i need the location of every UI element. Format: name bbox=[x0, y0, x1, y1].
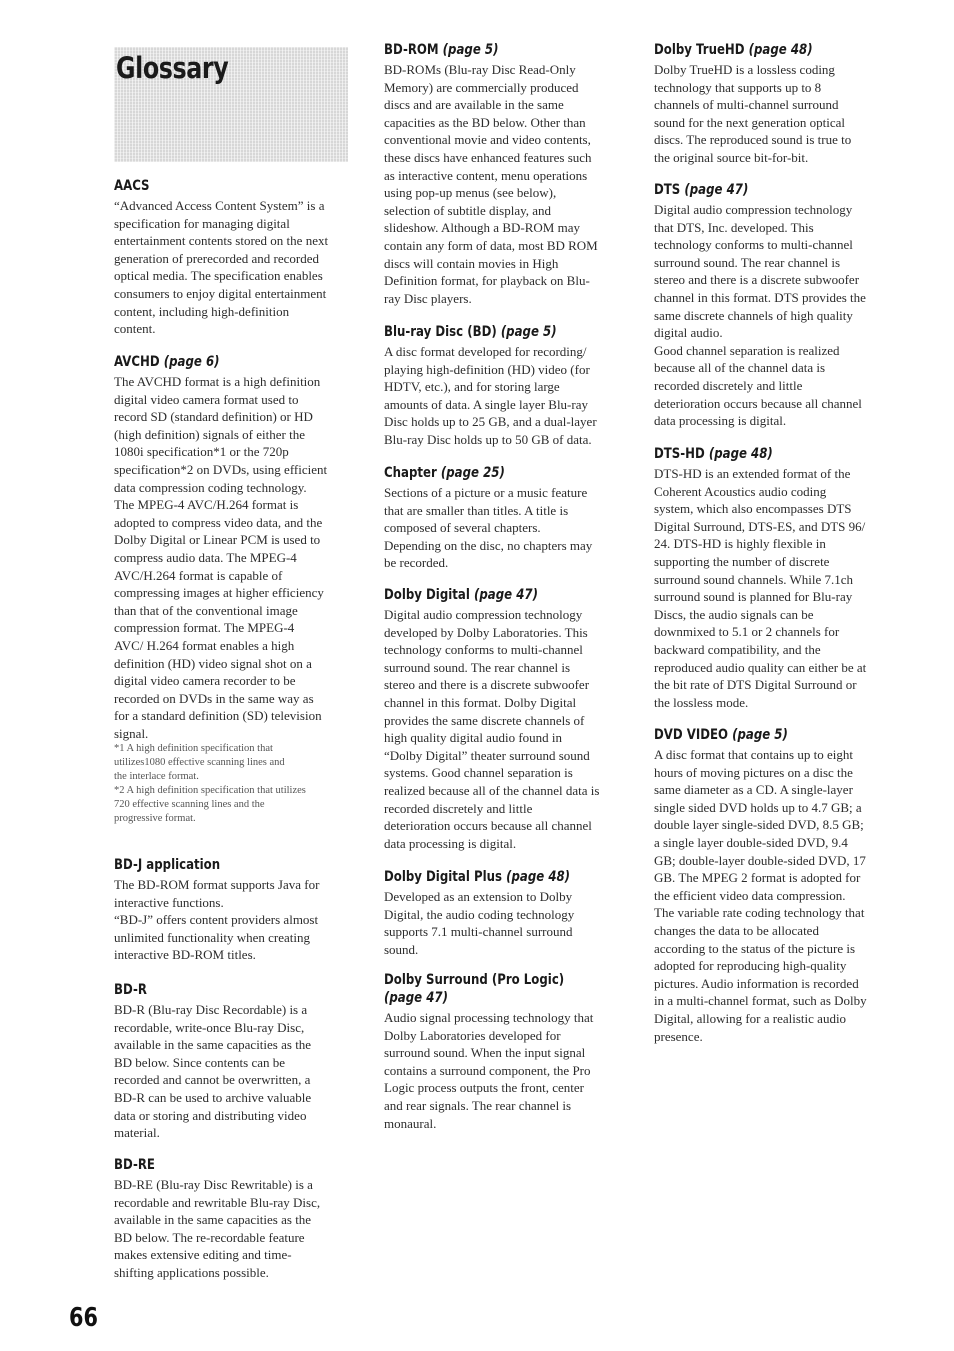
term-name: DTS-HD bbox=[654, 446, 705, 462]
glossary-entry-bdrom bbox=[384, 41, 618, 307]
term-heading bbox=[114, 353, 311, 371]
footnote-2: *2 A high definition specification that utilizes 720 effective scanning lines and the progressive format. bbox=[114, 785, 306, 825]
page-title: Glossary bbox=[116, 51, 229, 85]
term-heading bbox=[384, 323, 581, 341]
term-heading bbox=[384, 41, 581, 59]
term-name: Blu-ray Disc (BD) bbox=[384, 324, 497, 340]
term-heading bbox=[114, 981, 311, 999]
term-heading bbox=[384, 586, 581, 604]
page-reference: (page 48) bbox=[506, 869, 571, 885]
term-heading bbox=[654, 41, 851, 59]
term-name: Dolby Digital Plus bbox=[384, 869, 503, 885]
page-reference: (page 25) bbox=[440, 465, 505, 481]
term-heading bbox=[384, 464, 581, 482]
term-name: Dolby Digital bbox=[384, 587, 470, 603]
glossary-entry-bdre bbox=[114, 1156, 348, 1282]
term-definition: A disc format that contains up to eight hours of moving pictures on a disc the same diameter as a CD. A single-layer single sided DVD holds up to 4.7 GB; a double layer single-sided DVD, 8.5 GB; a single layer double-sided DVD, 9.4 GB; double-layer double-sided DVD, 17 GB. The MPEG 2 format is adopted for the efficient video data compression. The variable rate coding technology that changes the data to be allocated according to the status of the picture is adopted for reproducing high-quality pictures. Audio information is recorded in a multi-channel format, such as Dolby Digital, allowing for a realistic audio presence. bbox=[654, 747, 867, 1044]
term-name: BD-R bbox=[114, 982, 147, 998]
glossary-entry-bdj bbox=[114, 856, 348, 964]
term-definition: Developed as an extension to Dolby Digital, the audio coding technology supports 7.1 multi-channel surround sound. bbox=[384, 889, 575, 957]
term-name: DTS bbox=[654, 182, 681, 198]
page-reference: (page 5) bbox=[500, 324, 557, 340]
term-definition: BD-ROMs (Blu-ray Disc Read-Only Memory) are commercially produced discs and are available in the same capacities as the BD below. Other than conventional movie and video contents, these discs have enhanced features such as interactive content, menu operations using pop-up menus (see below), selection of subtitle display, and slideshow. Although a BD-ROM may contain any form of data, most BD ROM discs will contain movies in High Definition format, for playback on Blu- ray Disc players. bbox=[384, 62, 598, 306]
glossary-entry-dolby-surround bbox=[384, 971, 618, 1132]
glossary-entry-avchd bbox=[114, 353, 348, 826]
term-definition: “Advanced Access Content System” is a specification for managing digital entertainment contents stored on the next generation of prerecorded and recorded optical media. The specification enables consumers to enjoy digital entertainment content, including high-definition content. bbox=[114, 198, 329, 337]
page-reference: (page 5) bbox=[732, 727, 788, 743]
term-definition: Dolby TrueHD is a lossless coding technology that supports up to 8 channels of multi-channel surround sound for the next generation optical discs. The reproduced sound is true to the original source bit-for-bit. bbox=[654, 62, 852, 165]
glossary-entry-aacs bbox=[114, 177, 348, 338]
page-number: 66 bbox=[69, 1303, 98, 1333]
term-heading bbox=[654, 181, 851, 199]
term-name: Dolby Surround (Pro Logic) bbox=[384, 972, 565, 988]
glossary-entry-dolby-truehd bbox=[654, 41, 888, 167]
page-reference: (page 47) bbox=[473, 587, 538, 603]
term-name: AACS bbox=[114, 178, 150, 194]
term-name: DVD VIDEO bbox=[654, 727, 728, 743]
term-name: BD-J application bbox=[114, 857, 221, 873]
glossary-entry-dts-hd bbox=[654, 445, 888, 711]
term-definition: Digital audio compression technology developed by Dolby Laboratories. This technology conforms to multi-channel surround sound. The rear channel is stereo and there is a discrete subwoofer channel in this format. Dolby Digital provides the same discrete channels of high quality digital audio found in “Dolby Digital” theater surround sound systems. Good channel separation is realized because all of the channel data is recorded discretely and little deterioration occurs because all channel data processing is digital. bbox=[384, 607, 600, 851]
page-reference: (page 48) bbox=[708, 446, 773, 462]
term-heading bbox=[114, 1156, 311, 1174]
page-reference: (page 48) bbox=[748, 42, 813, 58]
term-definition: A disc format developed for recording/ playing high-definition (HD) video (for HDTV, etc.), and for storing large amounts of data. A single layer Blu-ray Disc holds up to 25 GB, and a dual-layer Blu-ray Disc holds up to 50 GB of data. bbox=[384, 344, 597, 447]
term-definition: Digital audio compression technology that DTS, Inc. developed. This technology conforms to multi-channel surround sound. The rear channel is stereo and there is a discrete subwoofer channel in this format. DTS provides the same discrete channels of high quality digital audio. Good channel separation is realized because all of the channel data is recorded discretely and little deterioration occurs because all channel data processing is digital. bbox=[654, 202, 866, 429]
term-heading bbox=[384, 868, 581, 886]
term-definition: The BD-ROM format supports Java for interactive functions. “BD-J” offers content providers almost unlimited functionality when creating interactive BD-ROM titles. bbox=[114, 877, 320, 963]
term-definition: DTS-HD is an extended format of the Coherent Acoustics audio coding system, which also encompasses DTS Digital Surround, DTS-ES, and DTS 96/ 24. DTS-HD is highly flexible in supporting the number of discrete surround sound channels. While 7.1ch surround sound is planned for Blu-ray Discs, the audio signals can be downmixed to 5.1 or 2 channels for backward compatibility, and the reproduced audio quality can either be at the bit rate of DTS Digital Surround or the lossless mode. bbox=[654, 466, 867, 710]
term-name: Dolby TrueHD bbox=[654, 42, 745, 58]
page-reference: (page 47) bbox=[384, 990, 448, 1006]
footnote-1: *1 A high definition specification that utilizes1080 effective scanning lines and the interlace format. bbox=[114, 743, 285, 783]
glossary-entry-dvd-video bbox=[654, 726, 888, 1045]
term-definition: Audio signal processing technology that Dolby Laboratories developed for surround sound. When the input signal contains a surround component, the Pro Logic process outputs the front, center and rear signals. The rear channel is monaural. bbox=[384, 1010, 594, 1131]
page-reference: (page 47) bbox=[684, 182, 749, 198]
term-heading bbox=[654, 726, 851, 744]
glossary-entry-dolby-digital bbox=[384, 586, 618, 852]
glossary-entry-dolby-digital-plus bbox=[384, 868, 618, 958]
term-name: BD-ROM bbox=[384, 42, 439, 58]
term-name: AVCHD bbox=[114, 354, 160, 370]
term-name: BD-RE bbox=[114, 1157, 155, 1173]
term-definition: BD-R (Blu-ray Disc Recordable) is a recordable, write-once Blu-ray Disc, available in the same capacities as the BD below. Since contents can be recorded and cannot be overwritten, a BD-R can be used to archive valuable data or storing and distributing video material. bbox=[114, 1002, 312, 1141]
term-heading bbox=[114, 177, 311, 195]
glossary-banner bbox=[114, 47, 348, 162]
glossary-entry-chapter bbox=[384, 464, 618, 572]
term-heading bbox=[384, 971, 581, 1007]
term-definition: Sections of a picture or a music feature that are smaller than titles. A title is composed of several chapters. Depending on the disc, no chapters may be recorded. bbox=[384, 485, 593, 571]
page-reference: (page 6) bbox=[163, 354, 220, 370]
page-reference: (page 5) bbox=[442, 42, 499, 58]
glossary-entry-dts bbox=[654, 181, 888, 430]
term-definition: BD-RE (Blu-ray Disc Rewritable) is a recordable and rewritable Blu-ray Disc, available in the same capacities as the BD below. The re-recordable feature makes extensive editing and time- shifting applications possible. bbox=[114, 1177, 321, 1280]
glossary-entry-bluray bbox=[384, 323, 618, 449]
term-name: Chapter bbox=[384, 465, 437, 481]
glossary-entry-bdr bbox=[114, 981, 348, 1142]
term-heading bbox=[654, 445, 851, 463]
term-definition: The AVCHD format is a high definition digital video camera format used to record SD (standard definition) or HD (high definition) signals of either the 1080i specification*1 or the 720p specification*2 on DVDs, using efficient data compression coding technology. The MPEG-4 AVC/H.264 format is adopted to compress video data, and the Dolby Digital or Linear PCM is used to compress audio data. The MPEG-4 AVC/H.264 format is capable of compressing images at higher efficiency than that of the conventional image compression format. The MPEG-4 AVC/ H.264 format enables a high definition (HD) video signal shot on a digital video camera recorder to be recorded on DVDs in the same way as for a standard definition (SD) television signal. bbox=[114, 374, 328, 741]
term-heading bbox=[114, 856, 311, 874]
